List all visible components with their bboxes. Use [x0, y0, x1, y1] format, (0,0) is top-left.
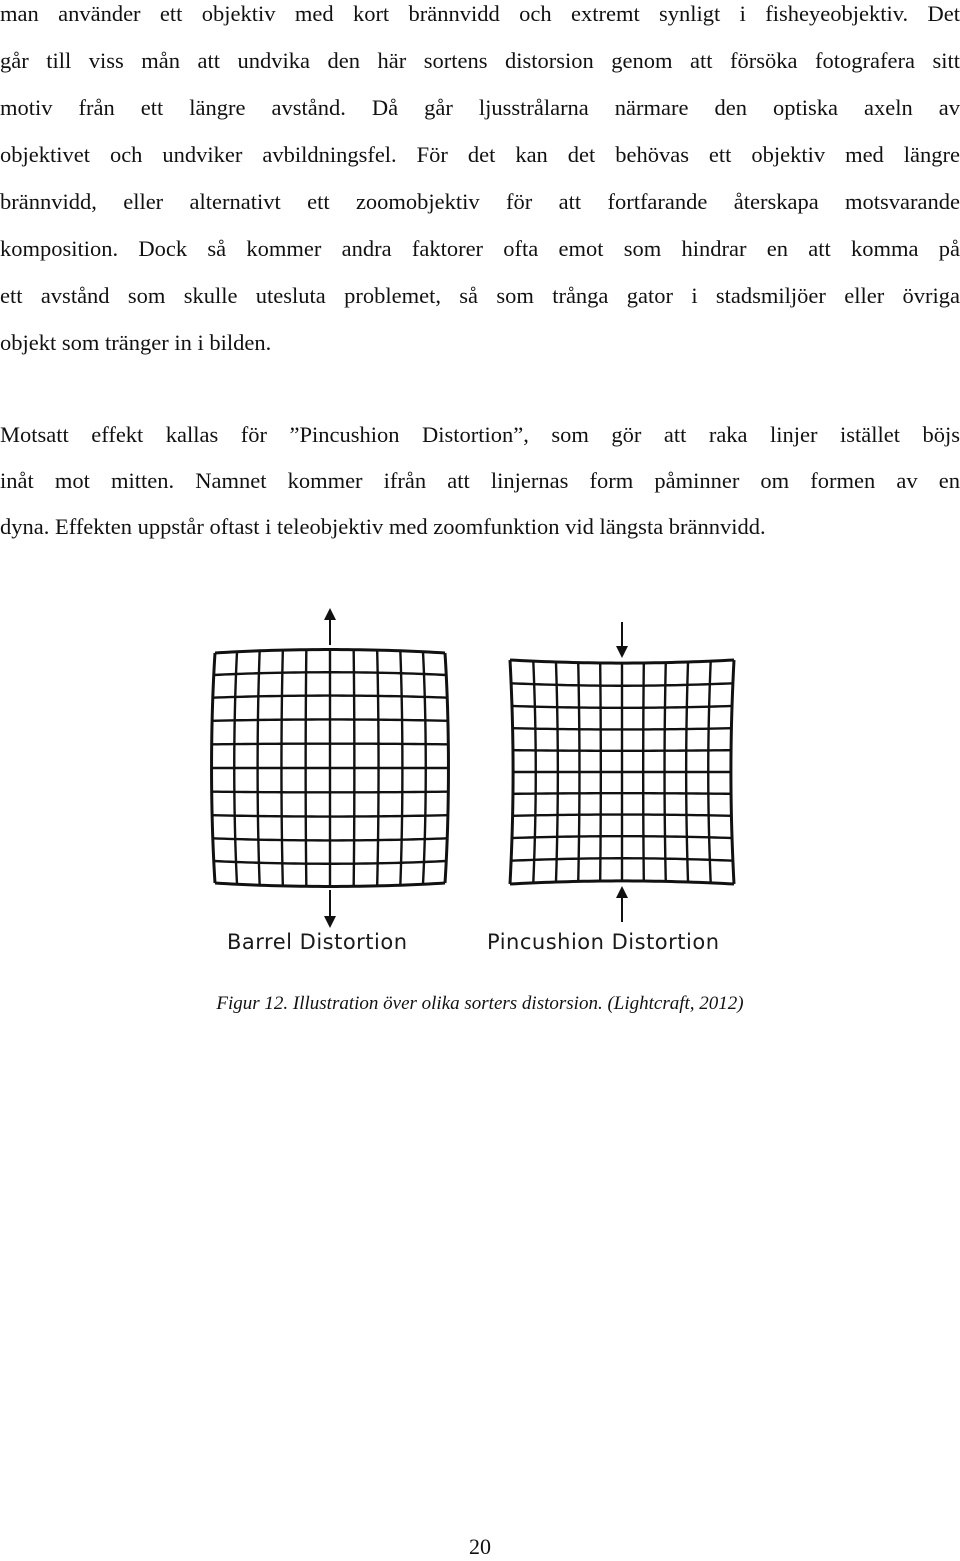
page-number: 20 — [469, 1534, 491, 1559]
paragraph-line: motiv från ett längre avstånd. Då går ljusstrålarna närmare den optiska axeln av — [0, 95, 960, 120]
grid-line — [665, 663, 666, 882]
paragraph-line: inåt mot mitten. Namnet kommer ifrån att linjernas form påminner om formen av en — [0, 468, 960, 493]
grid-line — [513, 815, 732, 816]
barrel-distortion-grid — [212, 650, 449, 887]
barrel-bottom-arrow — [324, 890, 336, 928]
grid-line — [731, 660, 734, 884]
barrel-top-arrow — [324, 608, 336, 645]
grid-line — [377, 650, 378, 886]
figure-caption: Figur 12. Illustration över olika sorters distorsion. (Lightcraft, 2012) — [216, 993, 744, 1014]
pincushion-distortion-label: Pincushion Distortion — [487, 930, 720, 954]
grid-line — [510, 881, 734, 884]
paragraph-line: går till viss mån att undvika den här sortens distorsion genom att försöka fotografera sitt — [0, 48, 960, 73]
grid-line — [510, 660, 734, 663]
distortion-figure — [195, 600, 765, 980]
paragraph-line: brännvidd, eller alternativt ett zoomobjektiv för att fortfarande återskapa motsvarande — [0, 189, 960, 214]
grid-line — [643, 663, 644, 881]
pincushion-distortion-grid — [510, 660, 734, 884]
paragraph-line: objektivet och undviker avbildningsfel. För det kan det behövas ett objektiv med längre — [0, 142, 960, 167]
pincushion-bottom-arrow — [616, 886, 628, 922]
paragraph-line: ett avstånd som skulle utesluta problemet, så som trånga gator i stadsmiljöer eller övriga — [0, 283, 960, 308]
pincushion-top-arrow — [616, 622, 628, 658]
grid-line — [212, 792, 449, 793]
grid-line — [354, 650, 355, 887]
paragraph-line: objekt som tränger in i bilden. — [0, 330, 272, 355]
paragraph-line: man använder ett objektiv med kort brännvidd och extremt synligt i fisheyeobjektiv. Det — [0, 1, 960, 26]
grid-line — [510, 660, 513, 884]
paragraph-line: komposition. Dock så kommer andra faktorer ofta emot som hindrar en att komma på — [0, 236, 960, 261]
grid-line — [212, 815, 448, 816]
barrel-distortion-label: Barrel Distortion — [227, 930, 408, 954]
distortion-illustration — [195, 600, 765, 930]
paragraph-line: dyna. Effekten uppstår oftast i teleobjektiv med zoomfunktion vid längsta brännvidd. — [0, 514, 766, 539]
grid-line — [513, 793, 731, 794]
paragraph-line: Motsatt effekt kallas för ”Pincushion Distortion”, som gör att raka linjer istället böjs — [0, 422, 960, 447]
